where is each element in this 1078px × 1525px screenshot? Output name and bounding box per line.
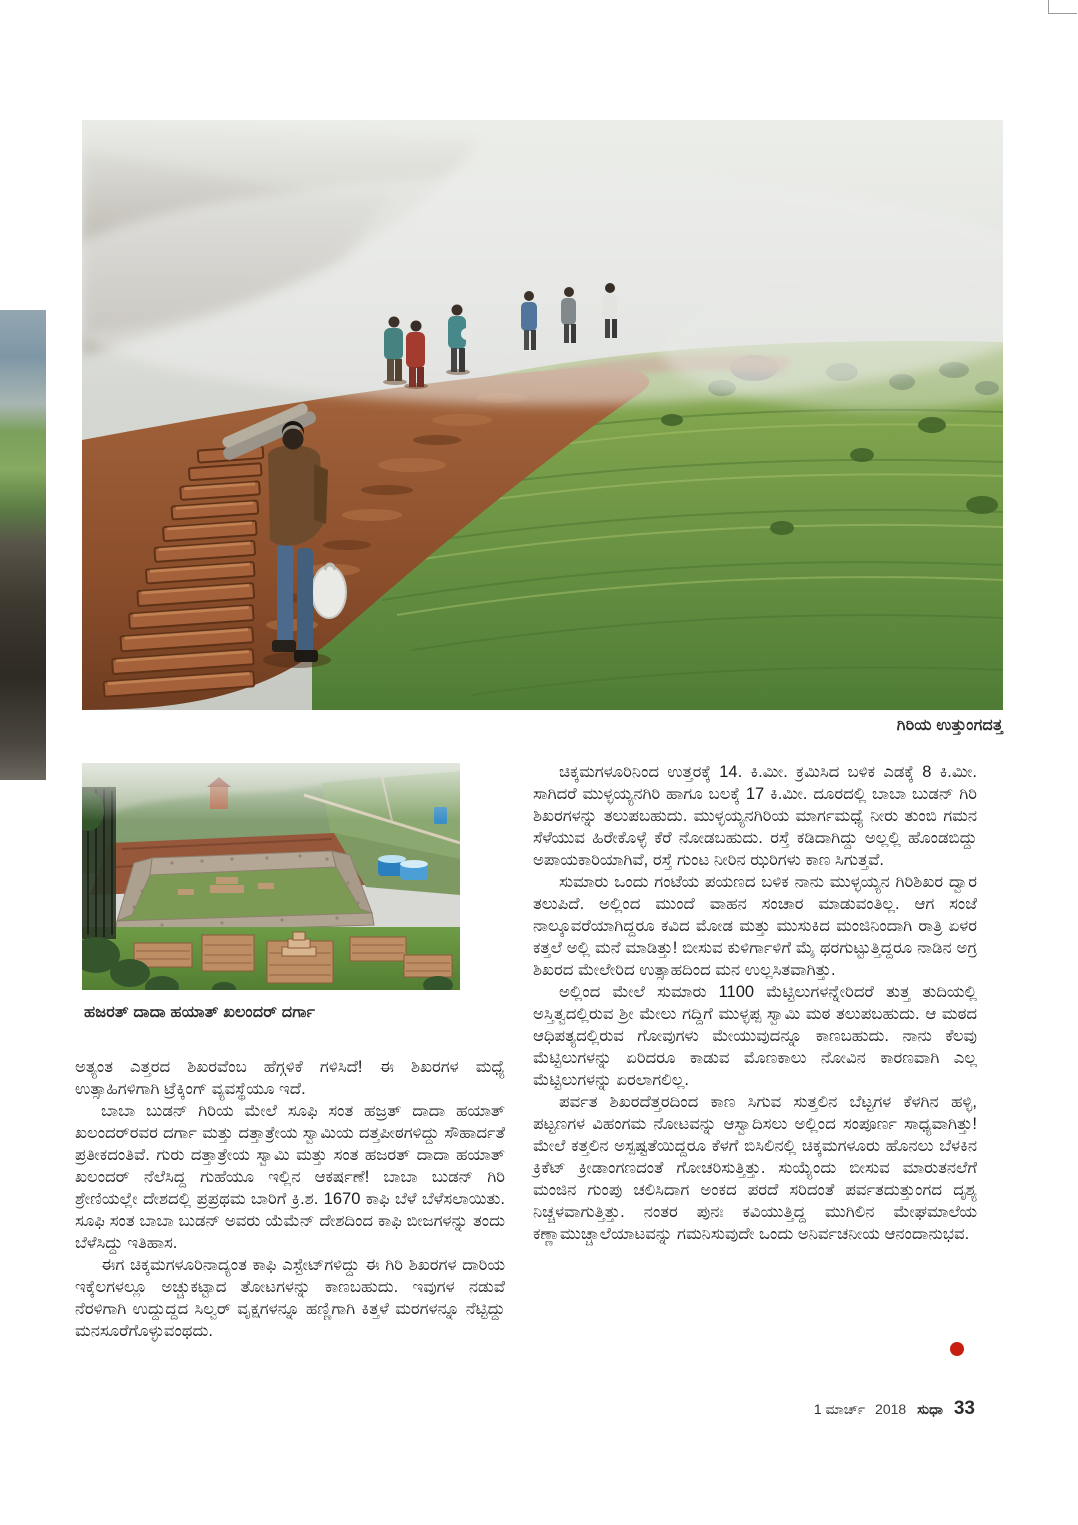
main-photo-trekkers-misty-hill	[82, 120, 1003, 710]
stone-enclosure-walls	[115, 851, 374, 933]
article-right-column	[533, 761, 977, 1245]
article-left-column	[75, 1056, 505, 1342]
footer-magazine-name: ಸುಧಾ	[917, 1401, 943, 1417]
main-photo-illustration	[82, 120, 1003, 710]
paragraph: ಅತ್ಯಂತ ಎತ್ತರದ ಶಿಖರವೆಂಬ ಹೆಗ್ಗಳಿಕೆ ಗಳಿಸಿದೆ! ಈ ಶಿಖರಗಳ ಮಧ್ಯೆ ಉತ್ಸಾಹಿಗಳಿಗಾಗಿ ಟ್ರೆಕ್ಕಿಂಗ್ ವ್ಯವಸ್ಥೆಯೂ ಇದೆ.	[75, 1058, 505, 1098]
footer-year: 2018	[875, 1401, 907, 1417]
facing-page-photo-sliver	[0, 310, 48, 780]
footer-page-number: 33	[953, 1398, 975, 1419]
main-photo-caption: ಗಿರಿಯ ಉತ್ತುಂಗದತ್ತ	[896, 717, 1003, 734]
article-end-dot	[950, 1342, 964, 1356]
dargah-photo-caption: ಹಜರತ್ ದಾದಾ ಹಯಾತ್ ಖಲಂದರ್ ದರ್ಗಾ	[84, 1004, 316, 1021]
paragraph: ಈಗ ಚಿಕ್ಕಮಗಳೂರಿನಾದ್ಯಂತ ಕಾಫಿ ಎಸ್ಟೇಟ್‌ಗಳಿದ್ದು ಈ ಗಿರಿ ಶಿಖರಗಳ ದಾರಿಯ ಇಕ್ಕೆಲಗಳಲ್ಲೂ ಅಚ್ಚುಕಟ್ಟಾದ ತೋಟಗಳನ್ನು ಕಾಣಬಹುದು. ಇವುಗಳ ನಡುವೆ ನೆರಳಿಗಾಗಿ ಉದ್ದುದ್ದದ ಸಿಲ್ವರ್ ವೃಕ್ಷಗಳನ್ನೂ ಹಣ್ಣಿಗಾಗಿ ಕಿತ್ತಳೆ ಮರಗಳನ್ನೂ ನೆಟ್ಟಿದ್ದು ಮನಸೂರೆಗೊಳ್ಳುವಂಥದು.	[75, 1256, 505, 1340]
dargah-photo-illustration	[82, 763, 460, 990]
paragraph: ಬಾಬಾ ಬುಡನ್ ಗಿರಿಯ ಮೇಲೆ ಸೂಫಿ ಸಂತ ಹಜ್ರತ್ ದಾದಾ ಹಯಾತ್ ಖಲಂದರ್‌ರವರ ದರ್ಗಾ ಮತ್ತು ದತ್ತಾತ್ರೇಯ ಸ್ವಾಮಿಯ ದತ್ತಪೀಠಗಳಿದ್ದು ಸೌಹಾರ್ದತೆ ಪ್ರತೀಕದಂತಿವೆ. ಗುರು ದತ್ತಾತ್ರೇಯ ಸ್ವಾಮಿ ಮತ್ತು ಸಂತ ಹಜರತ್ ದಾದಾ ಹಯಾತ್ ಖಲಂದರ್ ನೆಲೆಸಿದ್ದ ಗುಹೆಯೂ ಇಲ್ಲಿನ ಆಕರ್ಷಣೆ! ಬಾಬಾ ಬುಡನ್ ಗಿರಿ ಶ್ರೇಣಿಯಲ್ಲೇ ದೇಶದಲ್ಲಿ ಪ್ರಪ್ರಥಮ ಬಾರಿಗೆ ಕ್ರಿ.ಶ. 1670 ಕಾಫಿ ಬೆಳೆ ಬೆಳೆಸಲಾಯಿತು. ಸೂಫಿ ಸಂತ ಬಾಬಾ ಬುಡನ್ ಅವರು ಯೆಮೆನ್ ದೇಶದಿಂದ ಕಾಫಿ ಬೀಜಗಳನ್ನು ತಂದು ಬೆಳೆಸಿದ್ದು ಇತಿಹಾಸ.	[75, 1102, 505, 1252]
footer-date: 1 ಮಾರ್ಚ್	[813, 1401, 866, 1417]
paragraph: ಅಲ್ಲಿಂದ ಮೇಲೆ ಸುಮಾರು 1100 ಮೆಟ್ಟಿಲುಗಳನ್ನೇರಿದರೆ ತುತ್ತ ತುದಿಯಲ್ಲಿ ಅಸ್ತಿತ್ವದಲ್ಲಿರುವ ಶ್ರೀ ಮೇಲು ಗದ್ದಿಗೆ ಮುಳ್ಳಪ್ಪ ಸ್ವಾಮಿ ಮಠ ತಲುಪಬಹುದು. ಆ ಮಠದ ಆಧಿಪತ್ಯದಲ್ಲಿರುವ ಗೋವುಗಳು ಮೇಯುವುದನ್ನೂ ಕಾಣಬಹುದು. ನಾನು ಕೆಲವು ಮೆಟ್ಟಿಲುಗಳನ್ನು ಏರಿದರೂ ಕಾಡುವ ಮೊಣಕಾಲು ನೋವಿನ ಕಾರಣವಾಗಿ ಎಲ್ಲ ಮೆಟ್ಟಿಲುಗಳನ್ನು ಏರಲಾಗಲಿಲ್ಲ.	[533, 983, 977, 1089]
corner-crop-mark	[1048, 0, 1077, 14]
paragraph: ಚಿಕ್ಕಮಗಳೂರಿನಿಂದ ಉತ್ತರಕ್ಕೆ 14. ಕಿ.ಮೀ. ಕ್ರಮಿಸಿದ ಬಳಿಕ ಎಡಕ್ಕೆ 8 ಕಿ.ಮೀ. ಸಾಗಿದರೆ ಮುಳ್ಳಯ್ಯನಗಿರಿ ಹಾಗೂ ಬಲಕ್ಕೆ 17 ಕಿ.ಮೀ. ದೂರದಲ್ಲಿ ಬಾಬಾ ಬುಡನ್ ಗಿರಿ ಶಿಖರಗಳನ್ನು ತಲುಪಬಹುದು. ಮುಳ್ಳಯ್ಯನಗಿರಿಯ ಮಾರ್ಗಮಧ್ಯೆ ನೀರು ತುಂಬಿ ಗಮನ ಸೆಳೆಯುವ ಹಿರೇಕೊಳ್ಳೆ ಕೆರೆ ನೋಡಬಹುದು. ರಸ್ತೆ ಕಡಿದಾಗಿದ್ದು ಅಲ್ಲಲ್ಲಿ ಹೊಂಡಬಿದ್ದು ಅಪಾಯಕಾರಿಯಾಗಿವೆ, ರಸ್ತೆ ಗುಂಟ ನೀರಿನ ಝರಿಗಳು ಕಾಣ ಸಿಗುತ್ತವೆ.	[533, 763, 977, 869]
page-footer	[814, 1398, 975, 1420]
paragraph: ಸುಮಾರು ಒಂದು ಗಂಟೆಯ ಪಯಣದ ಬಳಿಕ ನಾನು ಮುಳ್ಳಯ್ಯನ ಗಿರಿಶಿಖರ ದ್ವಾರ ತಲುಪಿದೆ. ಅಲ್ಲಿಂದ ಮುಂದೆ ವಾಹನ ಸಂಚಾರ ಮಾಡುವಂತಿಲ್ಲ. ಆಗ ಸಂಜೆ ನಾಲ್ಕೂವರೆಯಾಗಿದ್ದರೂ ಕವಿದ ಮೋಡ ಮತ್ತು ಮುಸುಕಿದ ಮಂಜಿನಿಂದಾಗಿ ರಾತ್ರಿ ಏಳರ ಕತ್ತಲೆ ಅಲ್ಲಿ ಮನೆ ಮಾಡಿತ್ತು! ಬೀಸುವ ಕುಳಿರ್ಗಾಳಿಗೆ ಮೈ ಥರಗುಟ್ಟುತ್ತಿದ್ದರೂ ನಾಡಿನ ಅಗ್ರ ಶಿಖರದ ಮೇಲೇರಿದ ಉತ್ಸಾಹದಿಂದ ಮನ ಉಲ್ಲಸಿತವಾಗಿತ್ತು.	[533, 873, 977, 979]
paragraph: ಪರ್ವತ ಶಿಖರದೆತ್ತರದಿಂದ ಕಾಣ ಸಿಗುವ ಸುತ್ತಲಿನ ಬೆಟ್ಟಗಳ ಕೆಳಗಿನ ಹಳ್ಳಿ, ಪಟ್ಟಣಗಳ ವಿಹಂಗಮ ನೋಟವನ್ನು ಆಸ್ವಾದಿಸಲು ಅಲ್ಲಿಂದ ಸಂಪೂರ್ಣ ಸಾಧ್ಯವಾಗಿತ್ತು! ಮೇಲೆ ಕತ್ತಲಿನ ಅಸ್ಪಷ್ಟತೆಯಿದ್ದರೂ ಕೆಳಗೆ ಬಿಸಿಲಿನಲ್ಲಿ ಚಿಕ್ಕಮಗಳೂರು ಹೊನಲು ಬೆಳಕಿನ ಕ್ರಿಕೆಟ್ ಕ್ರೀಡಾಂಗಣದಂತೆ ಗೋಚರಿಸುತ್ತಿತ್ತು. ಸುಯ್ಯೆಂದು ಬೀಸುವ ಮಾರುತನಲೆಗೆ ಮಂಜಿನ ಗುಂಪು ಚಲಿಸಿದಾಗ ಅಂಕದ ಪರದೆ ಸರಿದಂತೆ ಪರ್ವತದುತ್ತುಂಗದ ದೃಶ್ಯ ನಿಚ್ಚಳವಾಗುತ್ತಿತ್ತು. ನಂತರ ಪುನಃ ಕವಿಯುತ್ತಿದ್ದ ಮುಗಿಲಿನ ಮೇಘಮಾಲೆಯ ಕಣ್ಣಾಮುಚ್ಚಾಲೆಯಾಟವನ್ನು ಗಮನಿಸುವುದೇ ಒಂದು ಅನಿರ್ವಚನೀಯ ಆನಂದಾನುಭವ.	[533, 1093, 977, 1243]
dargah-photo	[82, 763, 460, 990]
